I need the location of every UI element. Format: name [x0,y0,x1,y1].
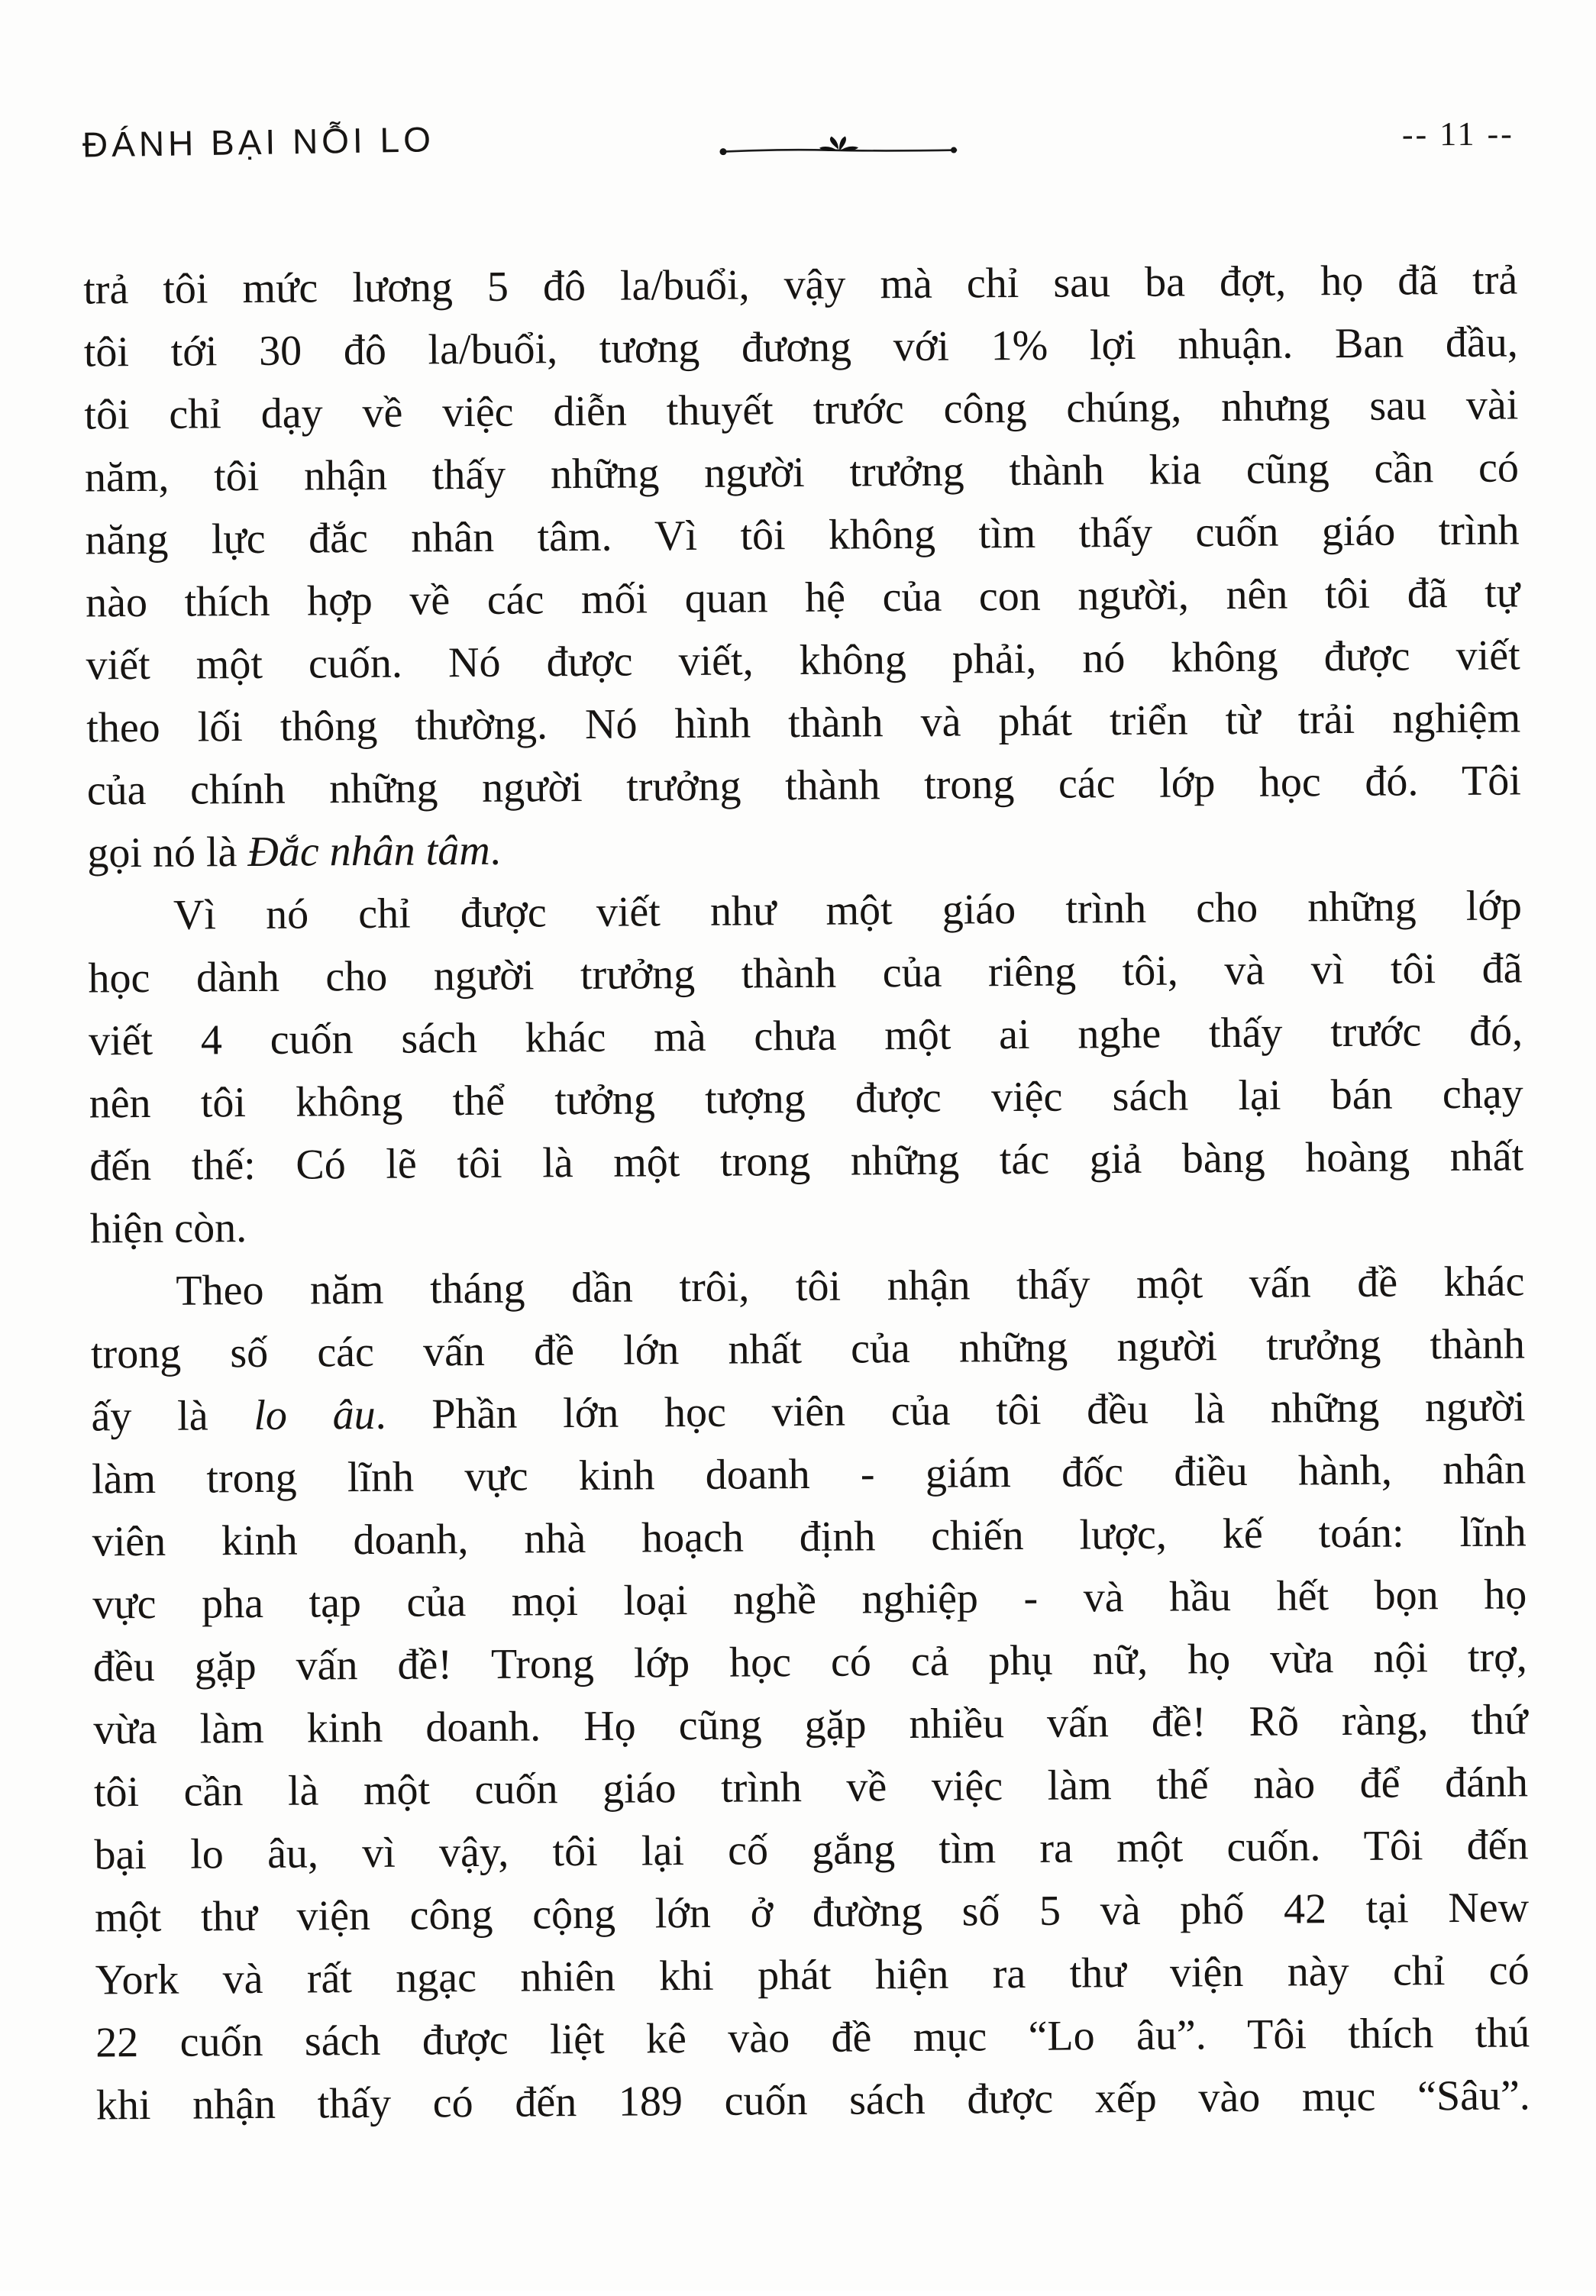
text-segment: theo lối thông thường. Nó hình thành và phát triển từ trải nghiệm [86,694,1521,752]
text-line [88,937,1523,1009]
text-line [84,311,1519,383]
text-segment: viết 4 cuốn sách khác mà chưa một ai nghe thấy trước đó, [88,1007,1523,1065]
text-segment: đều gặp vấn đề! Trong lớp học có cả phụ nữ, họ vừa nội trợ, [92,1633,1528,1691]
text-line [94,1751,1529,1823]
text-line [86,686,1521,759]
text-segment: trả tôi mức lương 5 đô la/buổi, vậy mà chỉ sau ba đợt, họ đã trả [83,256,1518,314]
text-segment: một thư viện công cộng lớn ở đường số 5 và phố 42 tại New [94,1884,1530,1942]
text-line [90,1187,1525,1260]
text-line [90,1250,1525,1322]
text-segment: làm trong lĩnh vực kinh doanh - giám đốc điều hành, nhân [91,1445,1527,1503]
text-line [85,499,1520,571]
text-segment: hiện còn. [89,1204,247,1253]
text-segment: vừa làm kinh doanh. Họ cũng gặp nhiều vấn đề! Rõ ràng, thứ [93,1696,1528,1754]
text-segment: ấy là [91,1391,254,1441]
text-segment: khi nhận thấy có đến 189 cuốn sách được xếp vào mục “Sâu”. [95,2072,1531,2130]
text-segment: viên kinh doanh, nhà hoạch định chiến lược, kế toán: lĩnh [92,1508,1527,1566]
text-segment: năm, tôi nhận thấy những người trưởng thành kia cũng cần có [84,444,1520,502]
text-line [86,624,1520,696]
text-segment: nào thích hợp về các mối quan hệ của con người, nên tôi đã tự [85,569,1520,627]
text-segment: vực pha tạp của mọi loại nghề nghiệp - và hầu hết bọn họ [92,1571,1527,1629]
text-line [88,874,1523,947]
text-segment: . [489,826,501,874]
running-title: ĐÁNH BẠI NỖI LO [82,119,435,165]
text-line [92,1500,1527,1573]
text-segment: viết một cuốn. Nó được viết, không phải, nó không được viết [86,631,1520,689]
text-line [84,373,1519,446]
text-line [95,2001,1530,2074]
text-segment: học dành cho người trưởng thành của riêng tôi, và vì tôi đã [88,945,1523,1003]
text-line [86,561,1520,634]
text-segment: Vì nó chỉ được viết như một giáo trình cho những lớp [173,882,1523,939]
text-line [83,248,1518,321]
text-line [89,1062,1523,1135]
text-segment: tôi chỉ dạy về việc diễn thuyết trước công chúng, nhưng sau vài [84,381,1519,439]
text-line [93,1688,1528,1761]
leaf-divider-icon [716,134,961,164]
text-segment: của chính những người trưởng thành trong các lớp học đó. Tôi [86,757,1521,815]
body-text [83,248,1530,2136]
page-header [82,108,1515,186]
text-line [91,1375,1526,1448]
text-segment: 22 cuốn sách được liệt kê vào đề mục “Lo âu”. Tôi thích thú [95,2009,1530,2067]
text-line [93,1626,1528,1698]
text-line [87,812,1522,884]
page-number: -- 11 -- [1401,115,1515,153]
text-segment: Theo năm tháng dần trôi, tôi nhận thấy một vấn đề khác [176,1258,1525,1315]
text-line [91,1313,1526,1385]
text-segment: năng lực đắc nhân tâm. Vì tôi không tìm thấy cuốn giáo trình [85,506,1520,564]
text-line [85,436,1520,509]
text-segment: . Phần lớn học viên của tôi đều là những người [375,1383,1526,1439]
italic-text-segment: lo âu [254,1390,376,1439]
text-line [96,2064,1531,2136]
text-segment: bại lo âu, vì vậy, tôi lại cố gắng tìm ra một cuốn. Tôi đến [94,1821,1529,1879]
text-line [87,749,1522,822]
text-segment: York và rất ngạc nhiên khi phát hiện ra thư viện này chỉ có [95,1946,1530,2004]
text-segment: tôi cần là một cuốn giáo trình về việc làm thế nào để đánh [93,1758,1529,1816]
text-line [92,1438,1527,1510]
text-line [89,999,1523,1072]
text-line [94,1813,1529,1886]
text-segment: nên tôi không thể tưởng tượng được việc sách lại bán chạy [89,1070,1523,1128]
text-segment: tôi tới 30 đô la/buổi, tương đương với 1% lợi nhuận. Ban đầu, [83,318,1518,376]
italic-text-segment: Đắc nhân tâm [247,826,490,877]
text-line [89,1125,1524,1197]
text-line [95,1939,1530,2011]
text-segment: gọi nó là [87,828,248,877]
text-line [95,1876,1530,1949]
text-segment: trong số các vấn đề lớn nhất của những người trưởng thành [90,1320,1526,1378]
text-segment: đến thế: Có lẽ tôi là một trong những tác giả bàng hoàng nhất [89,1132,1524,1190]
text-line [92,1563,1527,1636]
